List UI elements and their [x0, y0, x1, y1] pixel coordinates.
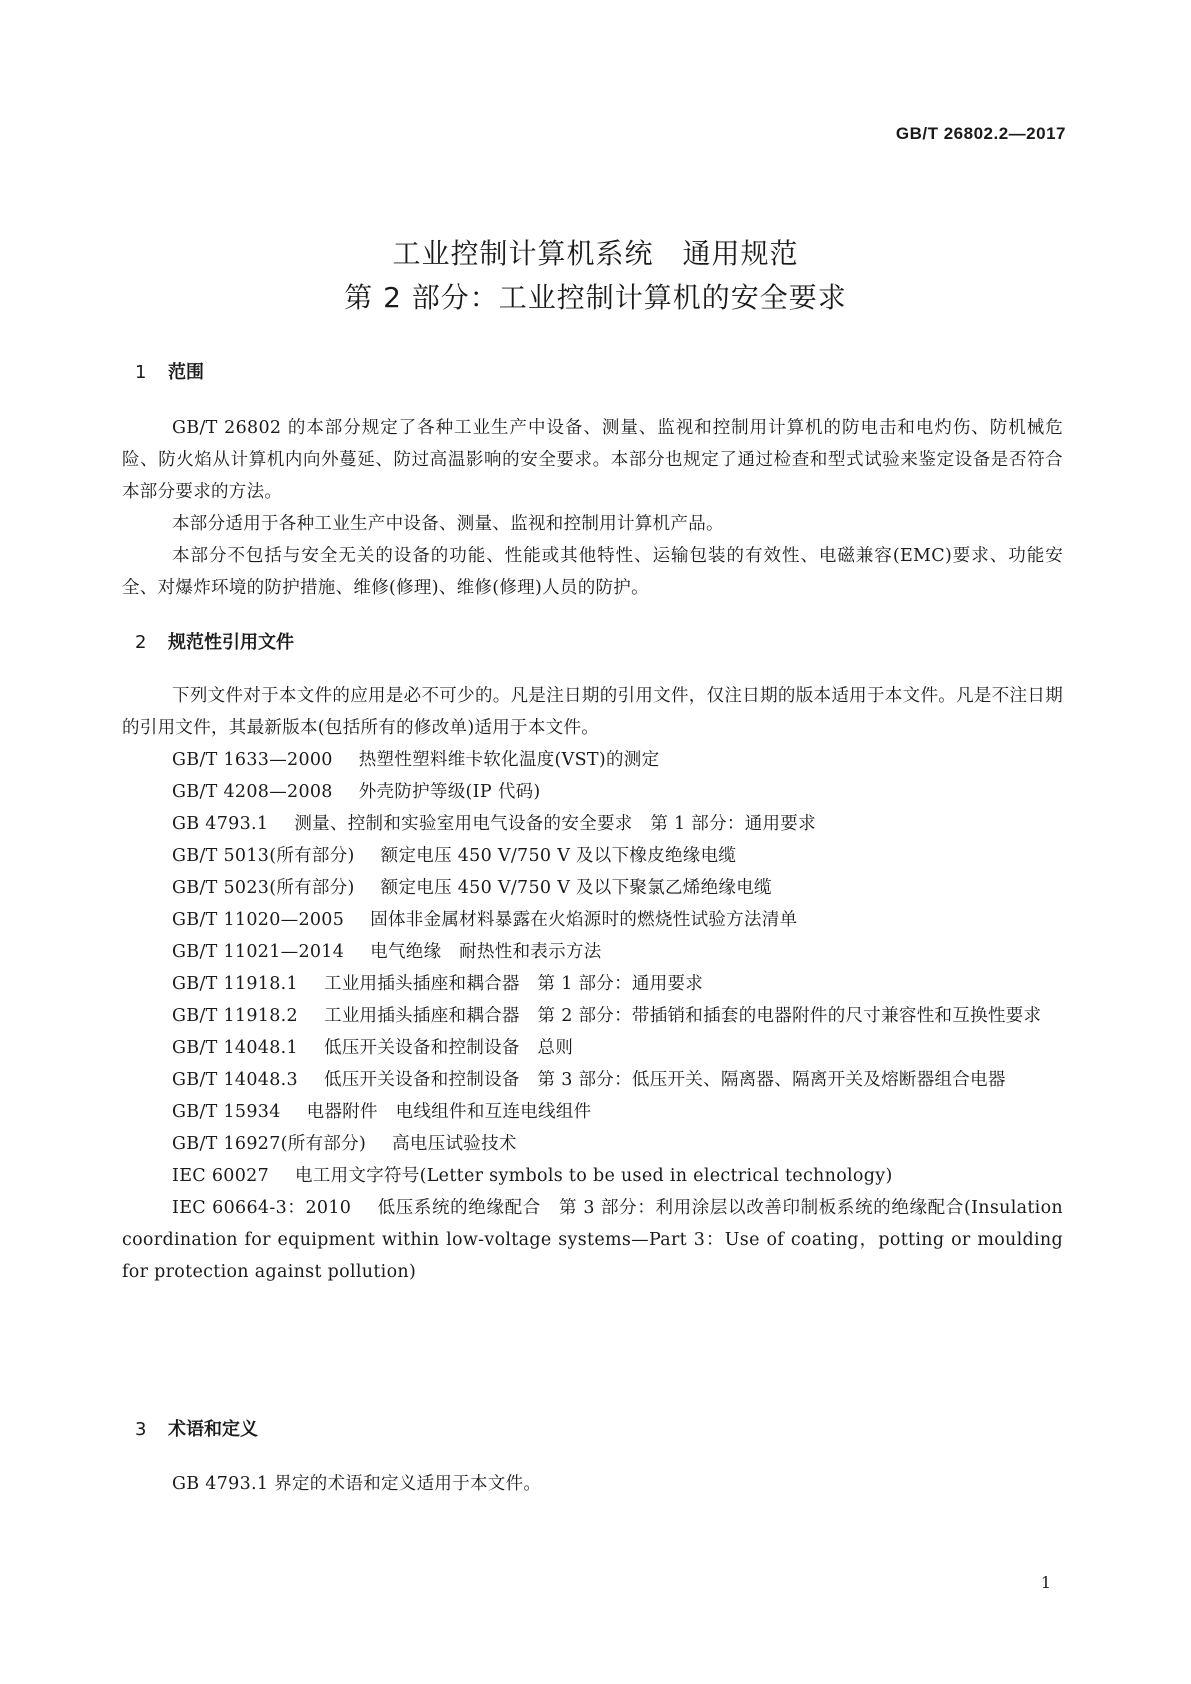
section-heading-terms-definitions	[135, 1415, 258, 1441]
reference-item	[122, 1096, 1063, 1128]
reference-code: GB/T 4208—2008	[172, 782, 333, 802]
normative-body	[122, 680, 1063, 1288]
section-heading-scope	[135, 358, 204, 384]
reference-title: 测量、控制和实验室用电气设备的安全要求 第 1 部分：通用要求	[294, 814, 816, 834]
scope-paragraph: 本部分适用于各种工业生产中设备、测量、监视和控制用计算机产品。	[172, 514, 724, 534]
reference-title: 电工用文字符号(Letter symbols to be used in electrical technology)	[295, 1166, 893, 1186]
scope-paragraph: 本部分不包括与安全无关的设备的功能、性能或其他特性、运输包装的有效性、电磁兼容(EMC)要求、功能安全、对爆炸环境的防护措施、维修(修理)、维修(修理)人员的防护。	[122, 546, 1063, 598]
reference-code: GB/T 15934	[172, 1102, 281, 1122]
reference-item	[122, 1064, 1063, 1096]
reference-item	[122, 1128, 1063, 1160]
normative-intro: 下列文件对于本文件的应用是必不可少的。凡是注日期的引用文件，仅注日期的版本适用于本文件。凡是不注日期的引用文件，其最新版本(包括所有的修改单)适用于本文件。	[122, 686, 1063, 738]
reference-code: GB/T 16927(所有部分)	[172, 1134, 367, 1154]
terms-paragraph: GB 4793.1 界定的术语和定义适用于本文件。	[172, 1474, 542, 1494]
reference-code: GB/T 11020—2005	[172, 910, 345, 930]
scope-body	[122, 412, 1063, 604]
reference-title: 额定电压 450 V/750 V 及以下聚氯乙烯绝缘电缆	[380, 878, 772, 898]
reference-item	[122, 872, 1063, 904]
document-title-line-2: 第 2 部分：工业控制计算机的安全要求	[344, 281, 847, 314]
reference-code: GB/T 11021—2014	[172, 942, 345, 962]
reference-item	[122, 968, 1063, 1000]
section-title: 术语和定义	[168, 1419, 258, 1440]
reference-title: 固体非金属材料暴露在火焰源时的燃烧性试验方法清单	[370, 910, 798, 930]
section-heading-normative-references	[135, 628, 294, 654]
reference-title: 工业用插头插座和耦合器 第 1 部分：通用要求	[323, 974, 704, 994]
section-number: 1	[135, 362, 147, 383]
section-title: 规范性引用文件	[168, 632, 294, 653]
reference-title: 工业用插头插座和耦合器 第 2 部分：带插销和插套的电器附件的尺寸兼容性和互换性要求	[323, 1006, 1042, 1026]
reference-title: 低压开关设备和控制设备 总则	[323, 1038, 574, 1058]
reference-item	[122, 808, 1063, 840]
reference-code: GB/T 11918.2	[172, 1006, 298, 1026]
reference-code: IEC 60027	[172, 1166, 270, 1186]
reference-item	[122, 904, 1063, 936]
reference-title: 热塑性塑料维卡软化温度(VST)的测定	[358, 750, 660, 770]
reference-item	[122, 1032, 1063, 1064]
reference-item	[122, 1000, 1063, 1032]
reference-title: 电气绝缘 耐热性和表示方法	[370, 942, 602, 962]
reference-title: 高电压试验技术	[392, 1134, 517, 1154]
reference-title: 电器附件 电线组件和互连电线组件	[306, 1102, 592, 1122]
reference-code: GB/T 14048.3	[172, 1070, 298, 1090]
section-number: 3	[135, 1419, 147, 1440]
page-number: 1	[1040, 1573, 1051, 1592]
reference-code: GB/T 5023(所有部分)	[172, 878, 355, 898]
reference-title: 低压系统的绝缘配合 第 3 部分：利用涂层以改善印制板系统的绝缘配合(Insulation coordination for equipment within low-voltage systems—Part 3：Use of coating，potting or moulding for protection against pollution)	[122, 1198, 1063, 1282]
reference-code: GB/T 11918.1	[172, 974, 298, 994]
reference-code: GB/T 14048.1	[172, 1038, 298, 1058]
reference-item	[122, 840, 1063, 872]
section-number: 2	[135, 632, 147, 653]
reference-title: 额定电压 450 V/750 V 及以下橡皮绝缘电缆	[380, 846, 737, 866]
reference-item	[122, 1192, 1063, 1288]
reference-code: IEC 60664-3：2010	[172, 1198, 352, 1218]
reference-item	[122, 776, 1063, 808]
terms-body	[122, 1468, 1063, 1500]
reference-item	[122, 936, 1063, 968]
section-title: 范围	[168, 362, 204, 383]
reference-code: GB/T 1633—2000	[172, 750, 333, 770]
standard-code: GB/T 26802.2—2017	[895, 124, 1066, 143]
reference-code: GB 4793.1	[172, 814, 269, 834]
scope-paragraph: GB/T 26802 的本部分规定了各种工业生产中设备、测量、监视和控制用计算机的防电击和电灼伤、防机械危险、防火焰从计算机内向外蔓延、防过高温影响的安全要求。本部分也规定了通过检查和型式试验来鉴定设备是否符合本部分要求的方法。	[122, 418, 1063, 502]
reference-code: GB/T 5013(所有部分)	[172, 846, 355, 866]
reference-title: 低压开关设备和控制设备 第 3 部分：低压开关、隔离器、隔离开关及熔断器组合电器	[323, 1070, 1006, 1090]
reference-title: 外壳防护等级(IP 代码)	[358, 782, 541, 802]
reference-item	[122, 744, 1063, 776]
reference-item	[122, 1160, 1063, 1192]
document-title-line-1: 工业控制计算机系统 通用规范	[392, 237, 799, 270]
